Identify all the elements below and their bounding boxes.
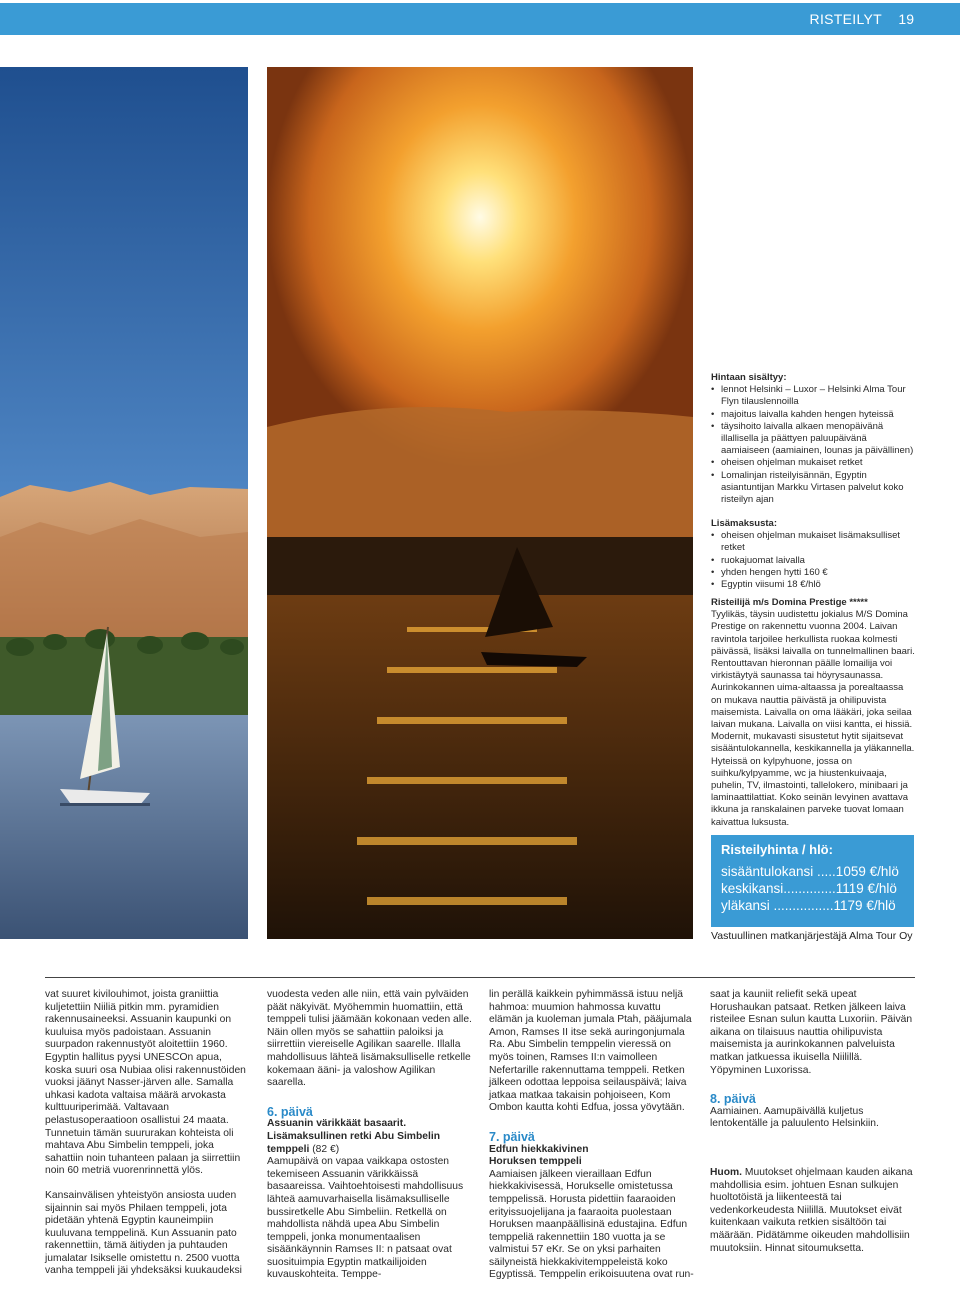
ship-section — [711, 597, 916, 829]
list-item: • ruokajuomat laivalla — [711, 555, 916, 567]
section-title: RISTEILYT — [809, 11, 882, 27]
day-subheading: Lisämaksullinen retki Abu Simbelin temppeli — [267, 1130, 440, 1155]
list-item: • yhden hengen hytti 160 € — [711, 567, 916, 579]
day-heading-6: 6. päivä — [267, 1104, 313, 1119]
excursion-price: (82 €) — [312, 1143, 340, 1155]
page-number: 19 — [898, 11, 914, 27]
photo-felucca-image — [0, 67, 248, 939]
text-column-1 — [45, 989, 250, 1278]
included-section — [711, 372, 916, 506]
list-item: • oheisen ohjelman mukaiset lisämaksulliset retket — [711, 530, 916, 554]
ship-title: Risteilijä m/s Domina Prestige ***** — [711, 597, 868, 608]
header-bar — [0, 3, 960, 35]
day-subheading: Assuanin värikkäät basaarit. — [267, 1118, 407, 1130]
day-heading-7: 7. päivä — [489, 1129, 535, 1144]
price-box — [711, 835, 914, 927]
ship-description: Tyylikäs, täysin uudistettu jokialus M/S Domina Prestige on rakennettu vuonna 2004. Laivan ravintola tarjoilee herkullista ruokaa kolmesti päivässä, lisäksi laivalla on tunnelmallinen baari. Rentouttavan hieronnan päälle lomailija voi virkistäytyä saunassa tai höyrysaunassa. Aurinkokannen uima-altaassa ja porealtaassa on mukava nauttia päivästä ja ohilipuvista maisemista. Laivalla on oma lääkäri, joka seilaa laivan mukana. Laivalla on viisi kantta, ei hissiä. Modernit, mukavasti sisustetut hytit sijaitsevat sisääntulokannella, keskikannella ja yläkannella. Hyteissä on kylpyhuone, jossa on suihku/kylpyamme, wc ja hiustenkuivaaja, puhelin, TV, ilmastointi, tallelokero, minibaari ja laminaattilattiat. Koko seinän levyinen avattava ikkuna ja ranskalainen parveke tuovat lomaan kaivattua luksusta. — [711, 609, 915, 828]
paragraph: vuodesta veden alle niin, että vain pylväiden päät näkyivät. Myöhemmin huomattiin, että temppeli tulisi jäämään kokonaan veden alle. Näin ollen myös se sahattiin paloiksi ja siirrettiin viereiselle Agilikan saarelle. Illalla mahdollisuus lähteä lisämaksulliselle retkelle kokemaan ääni- ja valoshow Agilikan saarella. — [267, 989, 472, 1089]
paragraph: vat suuret kivilouhimot, joista graniittia kuljetettiin Niiliä pitkin mm. pyramidien rakennusaineeksi. Assuanin kaupunki on kuuluisa myös padoistaan. Assuanin suurpadon rakennustyöt aloitettiin 1960. Egyptin hallitus pyysi UNESCOn apua, koska suuri osa Nubiaa olisi rakennustöiden vuoksi jäänyt Nasser-järven alle. Samalla uhkasi kadota valtaisa määrä arvokasta kulttuuriperimää. Valtavaan pelastusoperaatioon osallistui 24 maata. Tunnetuin tämän suururakan kohteista oli mahtava Abu Simbelin temppeli, joka sahattiin noin tuhanteen palaan ja siirrettiin noin 60 metriä vuorenrinnettä ylös. — [45, 989, 246, 1177]
extras-section — [711, 518, 916, 591]
extras-title: Lisämaksusta: — [711, 518, 778, 529]
organizer-note: Vastuullinen matkanjärjestäjä Alma Tour Oy — [711, 930, 913, 942]
paragraph: Aamiainen. Aamupäivällä kuljetus lentokentälle ja paluulento Helsinkiin. — [710, 1105, 879, 1130]
extras-list — [711, 530, 916, 591]
list-item: • oheisen ohjelman mukaiset retket — [711, 457, 916, 469]
photo-nile-sunset — [267, 67, 693, 939]
paragraph: Aamiaisen jälkeen vieraillaan Edfun hiekkakivisessä, Horukselle omistetussa temppelissä. Horusta pidettiin faaraoiden erityissuojelijana ja faaraoita puolestaan Horuksen maanpäällisinä edustajina. Edfun temppeliä rakennettiin 180 vuotta ja se valmistui 57 eKr. Se on yksi parhaiten säilyneistä hiekkakivitemppeleistä koko Egyptissä. Temppelin erikoisuutena ovat run- — [489, 1168, 694, 1281]
price-row-middle-deck: keskikansi..............1119 €/hlö — [721, 881, 897, 896]
day-subheading: Horuksen temppeli — [489, 1156, 582, 1168]
paragraph: Aamupäivä on vapaa vaikkapa ostosten tekemiseen Assuanin värikkäissä basaareissa. Vaihtoehtoisesti mahdollisuus lähteä aamuvarhaisella lisämaksulliselle bussiretkelle Abu Simbeliin. Retkellä on mahdollista nähdä upea Abu Simbelin temppeli, jonka monumentaalisen sisäänkäynnin Ramses II: n patsaat ovat suosituimpia Egyptin matkailijoiden kuvauskohteita. Temppe- — [267, 1156, 464, 1281]
list-item: • täysihoito laivalla alkaen menopäivänä illallisella ja päättyen paluupäivänä aamiaiseen (aamiainen, lounas ja päivällinen) — [711, 421, 916, 458]
price-title: Risteilyhinta / hlö: — [721, 842, 833, 857]
list-item: • Egyptin viisumi 18 €/hlö — [711, 579, 916, 591]
day-heading-8: 8. päivä — [710, 1092, 756, 1107]
text-column-3 — [489, 989, 694, 1282]
photo-felucca-nile — [0, 67, 248, 939]
list-item: • majoitus laivalla kahden hengen hyteissä — [711, 409, 916, 421]
included-list — [711, 384, 916, 506]
divider — [45, 977, 915, 978]
photo-sunset-image — [267, 67, 693, 939]
list-item: • lennot Helsinki – Luxor – Helsinki Alma Tour Flyn tilauslennoilla — [711, 384, 916, 408]
included-title: Hintaan sisältyy: — [711, 372, 787, 383]
note-label: Huom. — [710, 1166, 743, 1178]
text-column-2 — [267, 989, 472, 1282]
paragraph: lin perällä kaikkein pyhimmässä istuu neljä hahmoa: muumion hahmossa kuvattu elämän ja kuoleman jumala Ptah, pääjumala Amon, Ramses II itse sekä auringonjumala Ra. Abu Simbelin temppelin vieressä on myös toinen, Ramses II:n vaimolleen Nefertarille rakennuttama temppeli. Retken jälkeen odottaa leppoisa seilauspäivä; laiva jatkaa matkaa takaisin pohjoiseen, Kom Ombon kautta kohti Edfua, jossa yövytään. — [489, 989, 692, 1114]
text-column-4 — [710, 989, 915, 1255]
list-item: • Lomalinjan risteilyisännän, Egyptin asiantuntijan Markku Virtasen palvelut koko risteilyn ajan — [711, 470, 916, 507]
paragraph: saat ja kauniit reliefit sekä upeat Horushaukan patsaat. Retken jälkeen laiva risteilee Esnan sulun kautta Luxoriin. Päivän aikana on tilaisuus nauttia ohilipuvista maisemista ja aurinkokannen palveluista matkan jatkuessa ikuisella Niilillä. Yöpyminen Luxorissa. — [710, 989, 913, 1076]
price-row-entry-deck: sisääntulokansi .....1059 €/hlö — [721, 864, 899, 879]
paragraph: Kansainvälisen yhteistyön ansiosta uuden sijainnin sai myös Philaen temppeli, jota pidetään yhtenä Egyptin kauneimpiin kuuluvana temppelinä. Kun Assuanin pato rakennettiin, tämä äitiyden ja puhtauden jumalatar Isikselle omistettu n. 2500 vuotta vanha temppeli jäi yhdeksäksi kuukaudeksi — [45, 1189, 242, 1277]
day-subheading: Edfun hiekkakivinen — [489, 1143, 589, 1155]
note-text: Muutokset ohjelmaan kauden aikana mahdollisia esim. johtuen Esnan sulkujen huoltotöistä ja liikenteestä tai vedenkorkeudesta Niilillä. Muutokset eivät kuitenkaan vaikuta retkien sisältöön tai määrään. Pidätämme oikeuden mahdollisiin muutoksiin. Hinnat sitoumuksetta. — [710, 1166, 913, 1254]
price-row-upper-deck: yläkansi ................1179 €/hlö — [721, 898, 896, 913]
